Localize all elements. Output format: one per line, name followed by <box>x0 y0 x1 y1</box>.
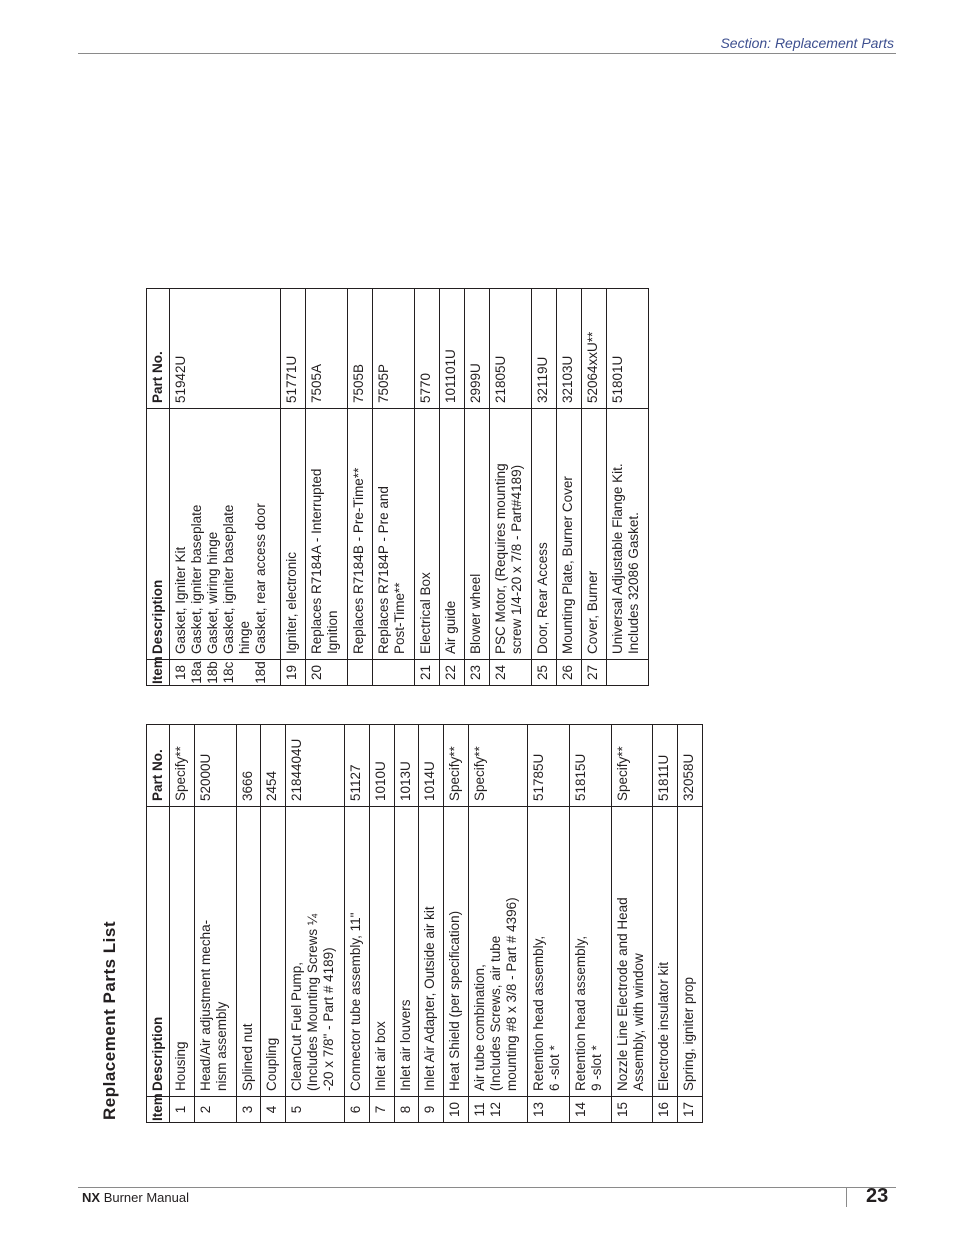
cell-description: Universal Adjustable Flange Kit. Includes 32086 Gasket. <box>606 409 648 660</box>
cell-description: Connector tube assembly, 11" <box>345 807 370 1097</box>
table-row <box>611 725 653 1123</box>
header-rule <box>78 53 896 54</box>
cell-item: 10 <box>443 1097 468 1123</box>
cell-item: 8 <box>394 1097 419 1123</box>
cell-item: 13 <box>527 1097 569 1123</box>
cell-part-no: 2184404U <box>286 725 345 807</box>
cell-item: 27 <box>581 660 606 686</box>
cell-part-no: 1010U <box>369 725 394 807</box>
cell-part-no: 52064xxU** <box>581 289 606 409</box>
footer-manual-title <box>82 1190 189 1205</box>
cell-part-no: 7505A <box>306 289 348 409</box>
cell-item: 20 <box>306 660 348 686</box>
cell-part-no: Specify** <box>170 725 195 807</box>
cell-item: 5 <box>286 1097 345 1123</box>
cell-part-no: 51785U <box>527 725 569 807</box>
table-row <box>373 289 415 686</box>
table-row <box>348 289 373 686</box>
cell-description: Retention head assembly, 9 -slot * <box>569 807 611 1097</box>
cell-part-no: 51801U <box>606 289 648 409</box>
cell-description: Electrical Box <box>415 409 440 660</box>
cell-item: 14 <box>569 1097 611 1123</box>
col-item-header: Item <box>147 660 170 686</box>
cell-description: Nozzle Line Electrode and Head Assembly, with window <box>611 807 653 1097</box>
cell-item: 25 <box>532 660 557 686</box>
cell-description: Replaces R7184B - Pre-Time** <box>348 409 373 660</box>
cell-item <box>606 660 648 686</box>
cell-part-no: 1014U <box>419 725 444 807</box>
col-partno-header: Part No. <box>147 725 170 807</box>
cell-description: Housing <box>170 807 195 1097</box>
cell-description: Inlet Air Adapter, Outside air kit <box>419 807 444 1097</box>
table-header-row <box>147 289 170 686</box>
cell-description: Blower wheel <box>465 409 490 660</box>
table-header-row <box>147 725 170 1123</box>
cell-description: CleanCut Fuel Pump, (Includes Mounting Screws ¼ -20 x 7/8" - Part # 4189) <box>286 807 345 1097</box>
cell-item: 26 <box>556 660 581 686</box>
cell-description: Mounting Plate, Burner Cover <box>556 409 581 660</box>
cell-description: Replaces R7184P - Pre and Post-Time** <box>373 409 415 660</box>
cell-part-no: 5770 <box>415 289 440 409</box>
cell-item: 21 <box>415 660 440 686</box>
table-row <box>468 725 527 1123</box>
col-description-header: Description <box>147 409 170 660</box>
page-title: Replacement Parts List <box>100 920 119 1120</box>
col-item-header: Item <box>147 1097 170 1123</box>
table-row <box>170 725 195 1123</box>
cell-description: Splined nut <box>236 807 261 1097</box>
cell-item: 11 12 <box>468 1097 527 1123</box>
cell-description: PSC Motor, (Requires mounting screw 1/4-20 x 7/8 - Part#4189) <box>489 409 531 660</box>
cell-description: Cover, Burner <box>581 409 606 660</box>
table-row <box>286 725 345 1123</box>
cell-description: Replaces R7184A - Interrupted Ignition <box>306 409 348 660</box>
cell-item: 19 <box>281 660 306 686</box>
footer-divider <box>846 1187 847 1207</box>
table-row <box>345 725 370 1123</box>
table-row <box>419 725 444 1123</box>
table-row <box>369 725 394 1123</box>
footer-brand: NX <box>82 1190 101 1205</box>
table-row <box>678 725 703 1123</box>
cell-item: 16 <box>653 1097 678 1123</box>
table-row <box>532 289 557 686</box>
footer-title-text: Burner Manual <box>103 1190 189 1205</box>
cell-description: Gasket, Igniter Kit Gasket, igniter baseplate Gasket, wiring hinge Gasket, igniter baseplate hinge Gasket, rear access door <box>170 409 281 660</box>
table-row <box>489 289 531 686</box>
table-row <box>556 289 581 686</box>
cell-part-no: 101101U <box>440 289 465 409</box>
cell-part-no: 32058U <box>678 725 703 807</box>
cell-part-no: 21805U <box>489 289 531 409</box>
cell-part-no: 7505P <box>373 289 415 409</box>
cell-description: Air tube combination, (Includes Screws, air tube mounting #8 x 3/8 - Part # 4396) <box>468 807 527 1097</box>
table-row <box>394 725 419 1123</box>
cell-part-no: 1013U <box>394 725 419 807</box>
table-row <box>581 289 606 686</box>
cell-description: Head/Air adjustment mecha- nism assembly <box>194 807 236 1097</box>
cell-item: 15 <box>611 1097 653 1123</box>
table-row <box>465 289 490 686</box>
table-row <box>261 725 286 1123</box>
table-row <box>606 289 648 686</box>
cell-part-no: 32103U <box>556 289 581 409</box>
table-row <box>527 725 569 1123</box>
footer-rule <box>78 1187 896 1188</box>
section-header: Section: Replacement Parts <box>720 35 894 51</box>
cell-item: 1 <box>170 1097 195 1123</box>
table-row <box>236 725 261 1123</box>
table-row <box>443 725 468 1123</box>
cell-part-no: Specify** <box>611 725 653 807</box>
cell-item: 22 <box>440 660 465 686</box>
parts-table-1 <box>146 725 703 1123</box>
cell-part-no: 2999U <box>465 289 490 409</box>
table-row <box>170 289 281 686</box>
table-row <box>281 289 306 686</box>
cell-part-no: 51811U <box>653 725 678 807</box>
table-row <box>440 289 465 686</box>
col-description-header: Description <box>147 807 170 1097</box>
cell-item: 7 <box>369 1097 394 1123</box>
cell-part-no: 51127 <box>345 725 370 807</box>
cell-part-no: Specify** <box>468 725 527 807</box>
table-row <box>194 725 236 1123</box>
parts-table-2 <box>146 289 649 686</box>
cell-item: 9 <box>419 1097 444 1123</box>
cell-description: Inlet air box <box>369 807 394 1097</box>
cell-item <box>373 660 415 686</box>
cell-item: 18 18a 18b 18c 18d <box>170 660 281 686</box>
cell-part-no: 51942U <box>170 289 281 409</box>
cell-item: 4 <box>261 1097 286 1123</box>
cell-item: 2 <box>194 1097 236 1123</box>
cell-description: Door, Rear Access <box>532 409 557 660</box>
cell-part-no: 51815U <box>569 725 611 807</box>
cell-part-no: 2454 <box>261 725 286 807</box>
cell-description: Spring, igniter prop <box>678 807 703 1097</box>
cell-item: 23 <box>465 660 490 686</box>
cell-item: 24 <box>489 660 531 686</box>
page-number: 23 <box>866 1185 889 1207</box>
table-row <box>415 289 440 686</box>
table-row <box>306 289 348 686</box>
cell-item: 3 <box>236 1097 261 1123</box>
cell-part-no: 52000U <box>194 725 236 807</box>
cell-item: 6 <box>345 1097 370 1123</box>
cell-part-no: 32119U <box>532 289 557 409</box>
cell-description: Electrode insulator kit <box>653 807 678 1097</box>
cell-part-no: 51771U <box>281 289 306 409</box>
cell-description: Coupling <box>261 807 286 1097</box>
cell-description: Igniter, electronic <box>281 409 306 660</box>
cell-part-no: 3666 <box>236 725 261 807</box>
cell-description: Air guide <box>440 409 465 660</box>
cell-description: Heat Shield (per specification) <box>443 807 468 1097</box>
cell-part-no: Specify** <box>443 725 468 807</box>
cell-description: Inlet air louvers <box>394 807 419 1097</box>
cell-description: Retention head assembly, 6 -slot * <box>527 807 569 1097</box>
cell-item: 17 <box>678 1097 703 1123</box>
col-partno-header: Part No. <box>147 289 170 409</box>
table-row <box>569 725 611 1123</box>
cell-item <box>348 660 373 686</box>
table-row <box>653 725 678 1123</box>
cell-part-no: 7505B <box>348 289 373 409</box>
